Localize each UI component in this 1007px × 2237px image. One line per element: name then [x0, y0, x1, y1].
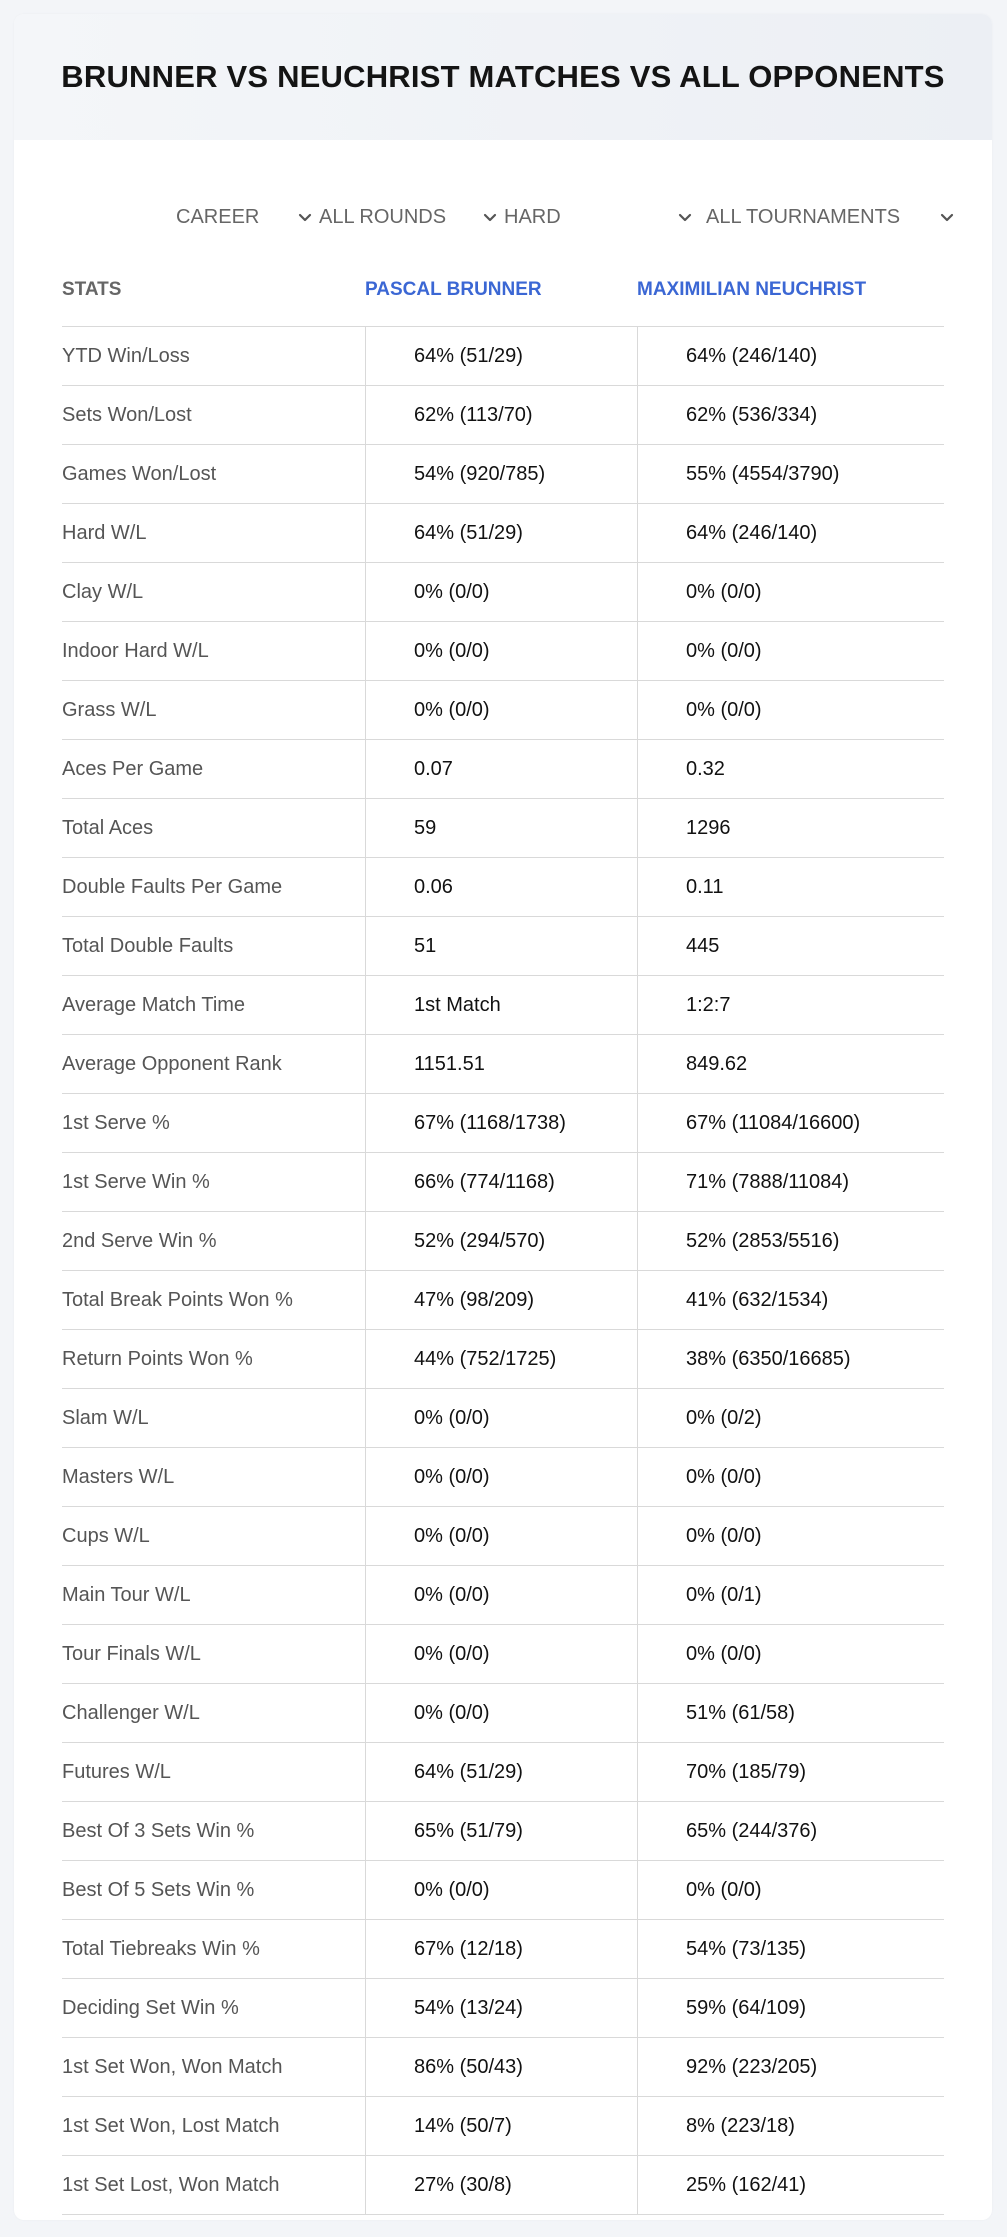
- stat-label: Main Tour W/L: [62, 1584, 191, 1606]
- player2-stat-value: 1:2:7: [637, 976, 944, 1034]
- table-row: [62, 1625, 944, 1684]
- stat-label: 1st Serve Win %: [62, 1171, 210, 1193]
- table-row: [62, 1743, 944, 1802]
- player1-stat-value: 64% (51/29): [365, 327, 637, 385]
- player1-stat-value: 47% (98/209): [365, 1271, 637, 1329]
- player2-stat-value: 0% (0/0): [637, 1861, 944, 1919]
- tournament-dropdown[interactable]: [706, 192, 956, 242]
- stat-label: Tour Finals W/L: [62, 1643, 201, 1665]
- player1-stat-value: 0.07: [365, 740, 637, 798]
- player2-stat-value: 67% (11084/16600): [637, 1094, 944, 1152]
- player2-stat-value: 51% (61/58): [637, 1684, 944, 1742]
- period-dropdown-label: CAREER: [176, 205, 260, 228]
- stat-label: Total Tiebreaks Win %: [62, 1938, 260, 1960]
- player2-stat-value: 0% (0/0): [637, 1448, 944, 1506]
- round-dropdown-label: ALL ROUNDS: [319, 205, 447, 228]
- player2-stat-value: 0% (0/2): [637, 1389, 944, 1447]
- player1-stat-value: 51: [365, 917, 637, 975]
- player1-stat-value: 64% (51/29): [365, 504, 637, 562]
- table-row: [62, 1507, 944, 1566]
- surface-dropdown[interactable]: [504, 192, 694, 242]
- player2-stat-value: 0% (0/0): [637, 563, 944, 621]
- player2-stat-value: 0% (0/0): [637, 1625, 944, 1683]
- table-row: [62, 1389, 944, 1448]
- player1-stat-value: 54% (920/785): [365, 445, 637, 503]
- table-header: [62, 254, 944, 327]
- player1-stat-value: 67% (1168/1738): [365, 1094, 637, 1152]
- stat-label: Total Aces: [62, 817, 154, 839]
- player2-stat-value: 64% (246/140): [637, 327, 944, 385]
- chevron-down-icon: [481, 208, 499, 226]
- stat-label: Indoor Hard W/L: [62, 640, 209, 662]
- player1-stat-value: 14% (50/7): [365, 2097, 637, 2155]
- stat-label: Best Of 5 Sets Win %: [62, 1879, 255, 1901]
- table-row: [62, 1035, 944, 1094]
- player1-stat-value: 54% (13/24): [365, 1979, 637, 2037]
- player2-stat-value: 0% (0/0): [637, 681, 944, 739]
- player2-stat-value: 92% (223/205): [637, 2038, 944, 2096]
- surface-dropdown-label: HARD: [504, 205, 561, 228]
- player1-stat-value: 0% (0/0): [365, 563, 637, 621]
- filter-bar: [14, 192, 992, 242]
- player2-stat-value: 62% (536/334): [637, 386, 944, 444]
- player1-stat-value: 0% (0/0): [365, 622, 637, 680]
- stat-label: Average Match Time: [62, 994, 246, 1016]
- stat-label: Grass W/L: [62, 699, 157, 721]
- chevron-down-icon: [938, 208, 956, 226]
- table-row: [62, 2156, 944, 2215]
- stat-label: Clay W/L: [62, 581, 144, 603]
- table-row: [62, 1861, 944, 1920]
- stat-label: Return Points Won %: [62, 1348, 253, 1370]
- table-row: [62, 563, 944, 622]
- table-row: [62, 386, 944, 445]
- player2-stat-value: 25% (162/41): [637, 2156, 944, 2214]
- chevron-down-icon: [676, 208, 694, 226]
- table-row: [62, 1448, 944, 1507]
- stat-label: YTD Win/Loss: [62, 345, 190, 367]
- stat-label: Average Opponent Rank: [62, 1053, 282, 1075]
- player2-stat-value: 71% (7888/11084): [637, 1153, 944, 1211]
- player2-stat-value: 849.62: [637, 1035, 944, 1093]
- player1-stat-value: 62% (113/70): [365, 386, 637, 444]
- player1-stat-value: 0% (0/0): [365, 1566, 637, 1624]
- stat-label: Deciding Set Win %: [62, 1997, 239, 2019]
- player1-stat-value: 0% (0/0): [365, 1861, 637, 1919]
- stat-label: Slam W/L: [62, 1407, 149, 1429]
- player1-column-header[interactable]: PASCAL BRUNNER: [365, 279, 542, 300]
- period-dropdown[interactable]: [176, 192, 314, 242]
- table-row: [62, 740, 944, 799]
- player2-stat-value: 8% (223/18): [637, 2097, 944, 2155]
- player2-stat-value: 0.11: [637, 858, 944, 916]
- stat-label: 1st Serve %: [62, 1112, 170, 1134]
- stat-label: Aces Per Game: [62, 758, 204, 780]
- player1-stat-value: 86% (50/43): [365, 2038, 637, 2096]
- stat-label: Hard W/L: [62, 522, 147, 544]
- table-row: [62, 327, 944, 386]
- player2-stat-value: 0% (0/0): [637, 622, 944, 680]
- table-row: [62, 1271, 944, 1330]
- table-row: [62, 1566, 944, 1625]
- player1-stat-value: 52% (294/570): [365, 1212, 637, 1270]
- stat-label: Best Of 3 Sets Win %: [62, 1820, 255, 1842]
- player1-stat-value: 65% (51/79): [365, 1802, 637, 1860]
- player2-stat-value: 0% (0/0): [637, 1507, 944, 1565]
- chevron-down-icon: [296, 208, 314, 226]
- player2-stat-value: 38% (6350/16685): [637, 1330, 944, 1388]
- player1-stat-value: 1st Match: [365, 976, 637, 1034]
- player2-stat-value: 41% (632/1534): [637, 1271, 944, 1329]
- player2-stat-value: 445: [637, 917, 944, 975]
- stats-table: [62, 254, 944, 2215]
- player2-stat-value: 52% (2853/5516): [637, 1212, 944, 1270]
- stat-label: Games Won/Lost: [62, 463, 217, 485]
- table-row: [62, 622, 944, 681]
- stat-label: Sets Won/Lost: [62, 404, 192, 426]
- tournament-dropdown-label: ALL TOURNAMENTS: [706, 205, 901, 228]
- stat-label: Cups W/L: [62, 1525, 150, 1547]
- table-row: [62, 1920, 944, 1979]
- player1-stat-value: 27% (30/8): [365, 2156, 637, 2214]
- table-row: [62, 976, 944, 1035]
- player1-stat-value: 0% (0/0): [365, 681, 637, 739]
- player2-stat-value: 65% (244/376): [637, 1802, 944, 1860]
- table-row: [62, 2097, 944, 2156]
- player1-stat-value: 0% (0/0): [365, 1507, 637, 1565]
- player2-column-header[interactable]: MAXIMILIAN NEUCHRIST: [637, 279, 867, 300]
- player1-stat-value: 64% (51/29): [365, 1743, 637, 1801]
- card-header: [14, 14, 992, 140]
- table-row: [62, 504, 944, 563]
- stat-label: 2nd Serve Win %: [62, 1230, 217, 1252]
- player1-stat-value: 67% (12/18): [365, 1920, 637, 1978]
- player1-stat-value: 0% (0/0): [365, 1684, 637, 1742]
- stat-label: Total Break Points Won %: [62, 1289, 293, 1311]
- stat-label: 1st Set Won, Won Match: [62, 2056, 283, 2078]
- table-row: [62, 1094, 944, 1153]
- player1-stat-value: 59: [365, 799, 637, 857]
- player2-stat-value: 59% (64/109): [637, 1979, 944, 2037]
- page-title: BRUNNER VS NEUCHRIST MATCHES VS ALL OPPONENTS: [61, 59, 945, 94]
- table-row: [62, 799, 944, 858]
- table-row: [62, 2038, 944, 2097]
- table-row: [62, 1330, 944, 1389]
- player2-stat-value: 55% (4554/3790): [637, 445, 944, 503]
- stat-label: Challenger W/L: [62, 1702, 200, 1724]
- player1-stat-value: 66% (774/1168): [365, 1153, 637, 1211]
- table-row: [62, 1684, 944, 1743]
- table-row: [62, 1212, 944, 1271]
- player1-stat-value: 44% (752/1725): [365, 1330, 637, 1388]
- player2-stat-value: 0% (0/1): [637, 1566, 944, 1624]
- table-row: [62, 681, 944, 740]
- player1-stat-value: 0% (0/0): [365, 1389, 637, 1447]
- stat-label: 1st Set Lost, Won Match: [62, 2174, 280, 2196]
- stat-label: Double Faults Per Game: [62, 876, 283, 898]
- player2-stat-value: 70% (185/79): [637, 1743, 944, 1801]
- table-body: [62, 327, 944, 2215]
- stat-label: Total Double Faults: [62, 935, 234, 957]
- player1-stat-value: 0% (0/0): [365, 1625, 637, 1683]
- table-row: [62, 917, 944, 976]
- player2-stat-value: 54% (73/135): [637, 1920, 944, 1978]
- player1-stat-value: 0% (0/0): [365, 1448, 637, 1506]
- player1-stat-value: 1151.51: [365, 1035, 637, 1093]
- stat-label: 1st Set Won, Lost Match: [62, 2115, 280, 2137]
- round-dropdown[interactable]: [319, 192, 499, 242]
- table-row: [62, 1153, 944, 1212]
- table-row: [62, 445, 944, 504]
- table-row: [62, 1979, 944, 2038]
- player1-stat-value: 0.06: [365, 858, 637, 916]
- player2-stat-value: 64% (246/140): [637, 504, 944, 562]
- stat-label: Masters W/L: [62, 1466, 175, 1488]
- stat-label: Futures W/L: [62, 1761, 171, 1783]
- stats-column-header: STATS: [62, 279, 122, 300]
- stats-card: [14, 14, 992, 2220]
- table-row: [62, 858, 944, 917]
- player2-stat-value: 0.32: [637, 740, 944, 798]
- table-row: [62, 1802, 944, 1861]
- player2-stat-value: 1296: [637, 799, 944, 857]
